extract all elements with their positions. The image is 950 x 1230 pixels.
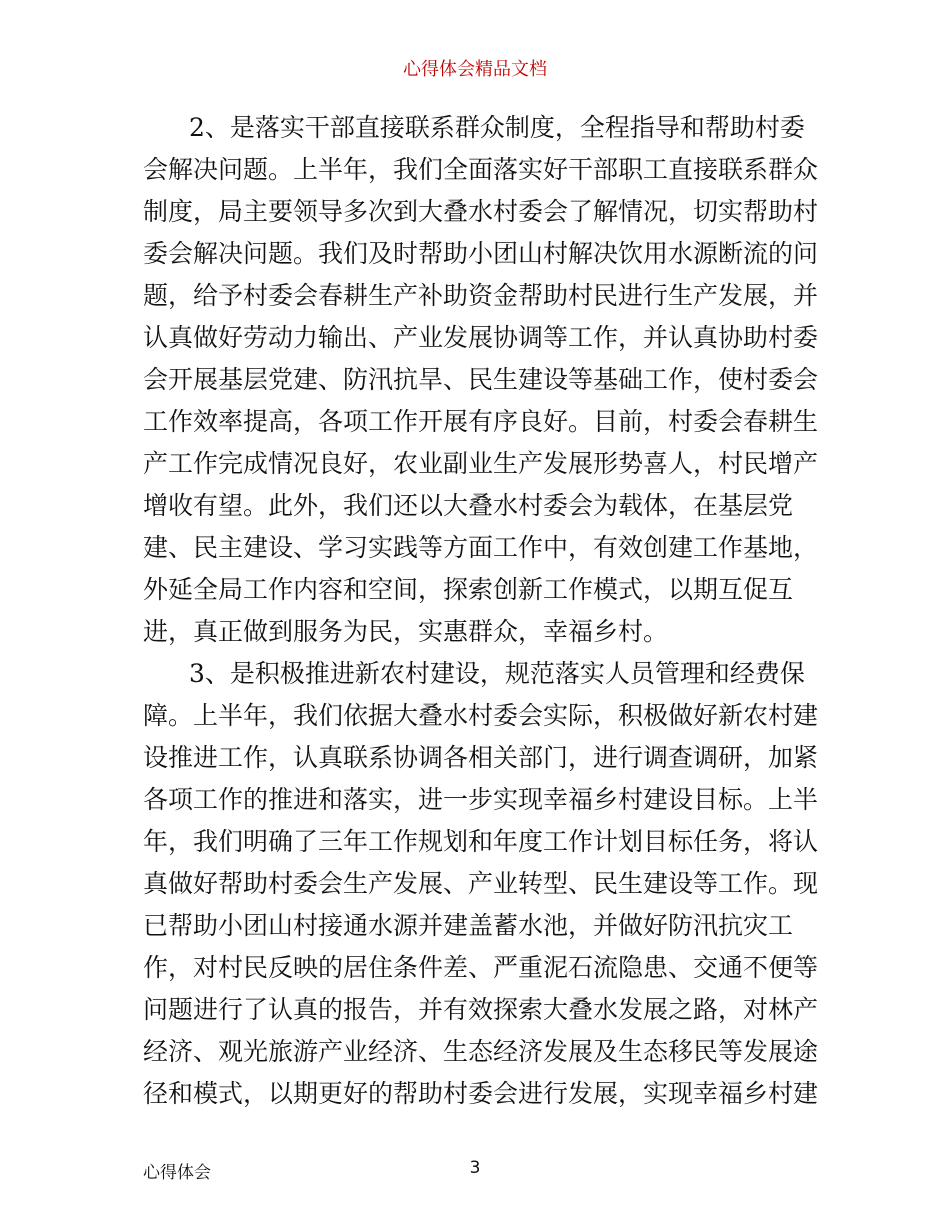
text-line: 经济、观光旅游产业经济、生态经济发展及生态移民等发展途 [143,1037,819,1066]
text-line: 作，对村民反映的居住条件差、严重泥石流隐患、交通不便等 [143,953,819,982]
text-line: 设推进工作，认真联系协调各相关部门，进行调查调研，加紧 [143,743,819,772]
text-line: 委会解决问题。我们及时帮助小团山村解决饮用水源断流的问 [143,239,819,268]
text-line: 2、是落实干部直接联系群众制度，全程指导和帮助村委 [189,113,805,142]
text-line: 会解决问题。上半年，我们全面落实好干部职工直接联系群众 [143,155,819,184]
text-line: 题，给予村委会春耕生产补助资金帮助村民进行生产发展，并 [143,281,819,310]
text-line: 制度，局主要领导多次到大叠水村委会了解情况，切实帮助村 [143,197,819,226]
text-line: 认真做好劳动力输出、产业发展协调等工作，并认真协助村委 [143,323,819,352]
text-line: 真做好帮助村委会生产发展、产业转型、民生建设等工作。现 [143,869,819,898]
document-body [143,107,819,1115]
text-line: 年，我们明确了三年工作规划和年度工作计划目标任务，将认 [143,827,819,856]
text-line: 3、是积极推进新农村建设，规范落实人员管理和经费保 [189,659,805,688]
text-line: 障。上半年，我们依据大叠水村委会实际，积极做好新农村建 [143,701,819,730]
page-number: 3 [469,1158,481,1178]
text-line: 建、民主建设、学习实践等方面工作中，有效创建工作基地， [143,533,819,562]
text-line: 各项工作的推进和落实，进一步实现幸福乡村建设目标。上半 [143,785,819,814]
text-line: 径和模式，以期更好的帮助村委会进行发展，实现幸福乡村建 [143,1079,819,1108]
text-line: 会开展基层党建、防汛抗旱、民生建设等基础工作，使村委会 [143,365,819,394]
text-line: 问题进行了认真的报告，并有效探索大叠水发展之路，对林产 [143,995,819,1024]
page-header-title: 心得体会精品文档 [403,59,547,80]
text-line: 产工作完成情况良好，农业副业生产发展形势喜人，村民增产 [143,449,819,478]
text-line: 工作效率提高，各项工作开展有序良好。目前，村委会春耕生 [143,407,819,436]
text-line: 增收有望。此外，我们还以大叠水村委会为载体，在基层党 [143,491,794,520]
text-line: 进，真正做到服务为民，实惠群众，幸福乡村。 [143,617,669,646]
text-line: 外延全局工作内容和空间，探索创新工作模式，以期互促互 [143,575,794,604]
footer-label: 心得体会 [143,1163,211,1183]
text-line: 已帮助小团山村接通水源并建盖蓄水池，并做好防汛抗灾工 [143,911,794,940]
